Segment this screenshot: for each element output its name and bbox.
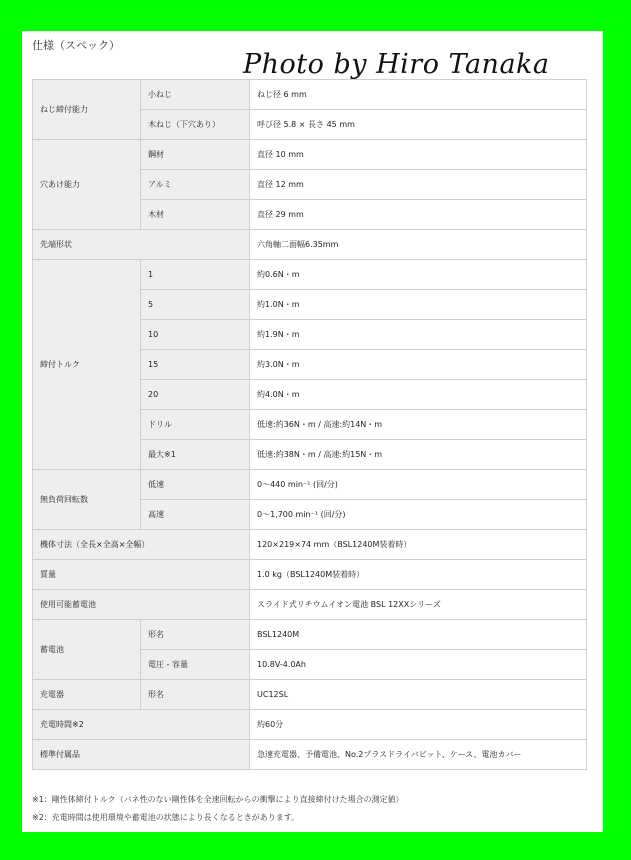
spec-value: スライド式リチウムイオン電池 BSL 12XXシリーズ [250, 590, 587, 620]
spec-value: 0～1,700 min⁻¹ (回/分) [250, 500, 587, 530]
sub-header: 5 [141, 290, 250, 320]
sub-header: ドリル [141, 410, 250, 440]
row-header: 充電器 [33, 680, 141, 710]
table-row [33, 530, 587, 560]
footnote: ※1：剛性体締付トルク（バネ性のない剛性体を全速回転からの衝撃により直接締付けた場合の測定値） [32, 795, 404, 804]
sub-header: 低速 [141, 470, 250, 500]
spec-value: 0～440 min⁻¹ (回/分) [250, 470, 587, 500]
sub-header: 高速 [141, 500, 250, 530]
row-header: 充電時間※2 [33, 710, 250, 740]
table-row [33, 560, 587, 590]
spec-value: 約0.6N・m [250, 260, 587, 290]
spec-value: 急速充電器、予備電池、No.2プラスドライバビット、ケース、電池カバー [250, 740, 587, 770]
spec-value: 直径 12 mm [250, 170, 587, 200]
spec-value: 六角軸二面幅6.35mm [250, 230, 587, 260]
sub-header: アルミ [141, 170, 250, 200]
spec-value: 直径 10 mm [250, 140, 587, 170]
sub-header: 1 [141, 260, 250, 290]
spec-value: UC12SL [250, 680, 587, 710]
table-row [33, 590, 587, 620]
table-row [33, 260, 587, 290]
spec-value: BSL1240M [250, 620, 587, 650]
row-header: 標準付属品 [33, 740, 250, 770]
spec-value: ねじ径 6 mm [250, 80, 587, 110]
spec-value: 10.8V-4.0Ah [250, 650, 587, 680]
sub-header: 形名 [141, 680, 250, 710]
sub-header: 20 [141, 380, 250, 410]
spec-value: 約1.0N・m [250, 290, 587, 320]
row-header: 穴あけ能力 [33, 140, 141, 230]
spec-value: 直径 29 mm [250, 200, 587, 230]
spec-value: 1.0 kg（BSL1240M装着時） [250, 560, 587, 590]
table-row [33, 470, 587, 500]
sub-header: 電圧 - 容量 [141, 650, 250, 680]
page-title: 仕様（スペック） [32, 39, 120, 52]
table-row [33, 620, 587, 650]
table-row [33, 230, 587, 260]
table-row [33, 140, 587, 170]
row-header: 蓄電池 [33, 620, 141, 680]
row-header: 先端形状 [33, 230, 250, 260]
sub-header: 小ねじ [141, 80, 250, 110]
sub-header: 最大※1 [141, 440, 250, 470]
table-row [33, 680, 587, 710]
spec-value: 約60分 [250, 710, 587, 740]
row-header: 無負荷回転数 [33, 470, 141, 530]
row-header: 使用可能蓄電池 [33, 590, 250, 620]
spec-value: 約3.0N・m [250, 350, 587, 380]
spec-sheet [22, 31, 603, 832]
sub-header: 15 [141, 350, 250, 380]
footnote: ※2：充電時間は使用環境や蓄電池の状態により長くなるときがあります。 [32, 813, 300, 822]
spec-value: 120×219×74 mm（BSL1240M装着時） [250, 530, 587, 560]
spec-value: 呼び径 5.8 × 長さ 45 mm [250, 110, 587, 140]
sub-header: 鋼材 [141, 140, 250, 170]
table-row [33, 740, 587, 770]
sub-header: 10 [141, 320, 250, 350]
sub-header: 木材 [141, 200, 250, 230]
table-row [33, 710, 587, 740]
spec-table [32, 79, 587, 770]
photo-credit-watermark: Photo by Hiro Tanaka [243, 49, 550, 80]
spec-value: 低速:約38N・m / 高速:約15N・m [250, 440, 587, 470]
row-header: 質量 [33, 560, 250, 590]
footnotes [32, 791, 404, 827]
spec-value: 低速:約36N・m / 高速:約14N・m [250, 410, 587, 440]
row-header: ねじ締付能力 [33, 80, 141, 140]
sub-header: 形名 [141, 620, 250, 650]
sub-header: 木ねじ（下穴あり） [141, 110, 250, 140]
spec-value: 約1.9N・m [250, 320, 587, 350]
row-header: 機体寸法（全長×全高×全幅） [33, 530, 250, 560]
table-row [33, 80, 587, 110]
spec-value: 約4.0N・m [250, 380, 587, 410]
row-header: 締付トルク [33, 260, 141, 470]
